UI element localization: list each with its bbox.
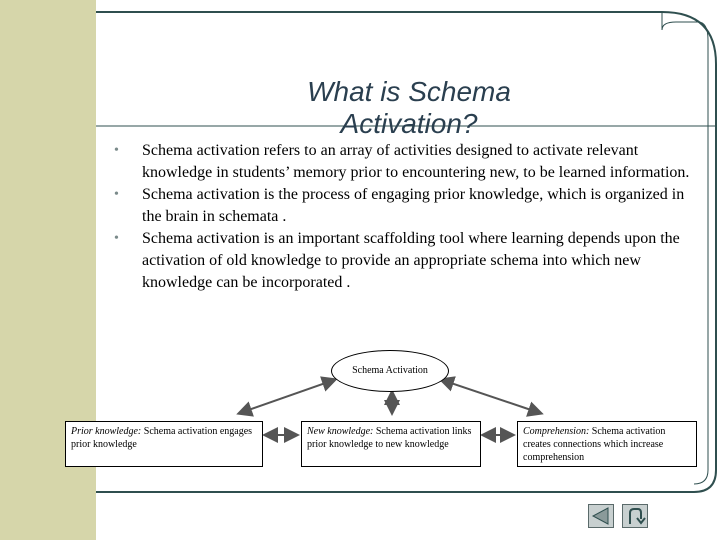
slide-title: What is Schema Activation? [307, 76, 511, 139]
box-term: Prior knowledge: [71, 426, 142, 437]
box-term: New knowledge: [307, 426, 374, 437]
box-text: Schema activation creates connections which increase comprehension [523, 426, 666, 463]
arrow-left [240, 380, 334, 413]
bullet-text: Schema activation is the process of engaging prior knowledge, which is organized in the brain in schemata . [142, 186, 685, 225]
box-term: Comprehension: [523, 426, 590, 437]
new-knowledge-box [301, 421, 481, 467]
return-arrow-icon [623, 505, 647, 527]
box-text: Schema activation links prior knowledge to new knowledge [307, 426, 472, 450]
bullet-dot-icon: • [114, 231, 119, 246]
box-text: Schema activation engages prior knowledge [71, 426, 253, 450]
bullet-dot-icon: • [114, 143, 119, 158]
comprehension-box [517, 421, 697, 467]
bullet-text: Schema activation is an important scaffolding tool where learning depends upon the activation of old knowledge to provide an appropriate schema into which new knowledge can be incorporated . [142, 230, 680, 291]
bullet-dot-icon: • [114, 187, 119, 202]
bullet-text: Schema activation refers to an array of activities designed to activate relevant knowledge in students’ memory prior to encountering new, to be learned information. [142, 142, 690, 181]
back-triangle-icon [589, 505, 613, 527]
return-button[interactable] [622, 504, 648, 528]
prior-knowledge-box [65, 421, 263, 467]
center-node-label: Schema Activation [352, 365, 428, 376]
schema-activation-node [331, 350, 449, 392]
arrow-right [442, 380, 540, 413]
previous-slide-button[interactable] [588, 504, 614, 528]
